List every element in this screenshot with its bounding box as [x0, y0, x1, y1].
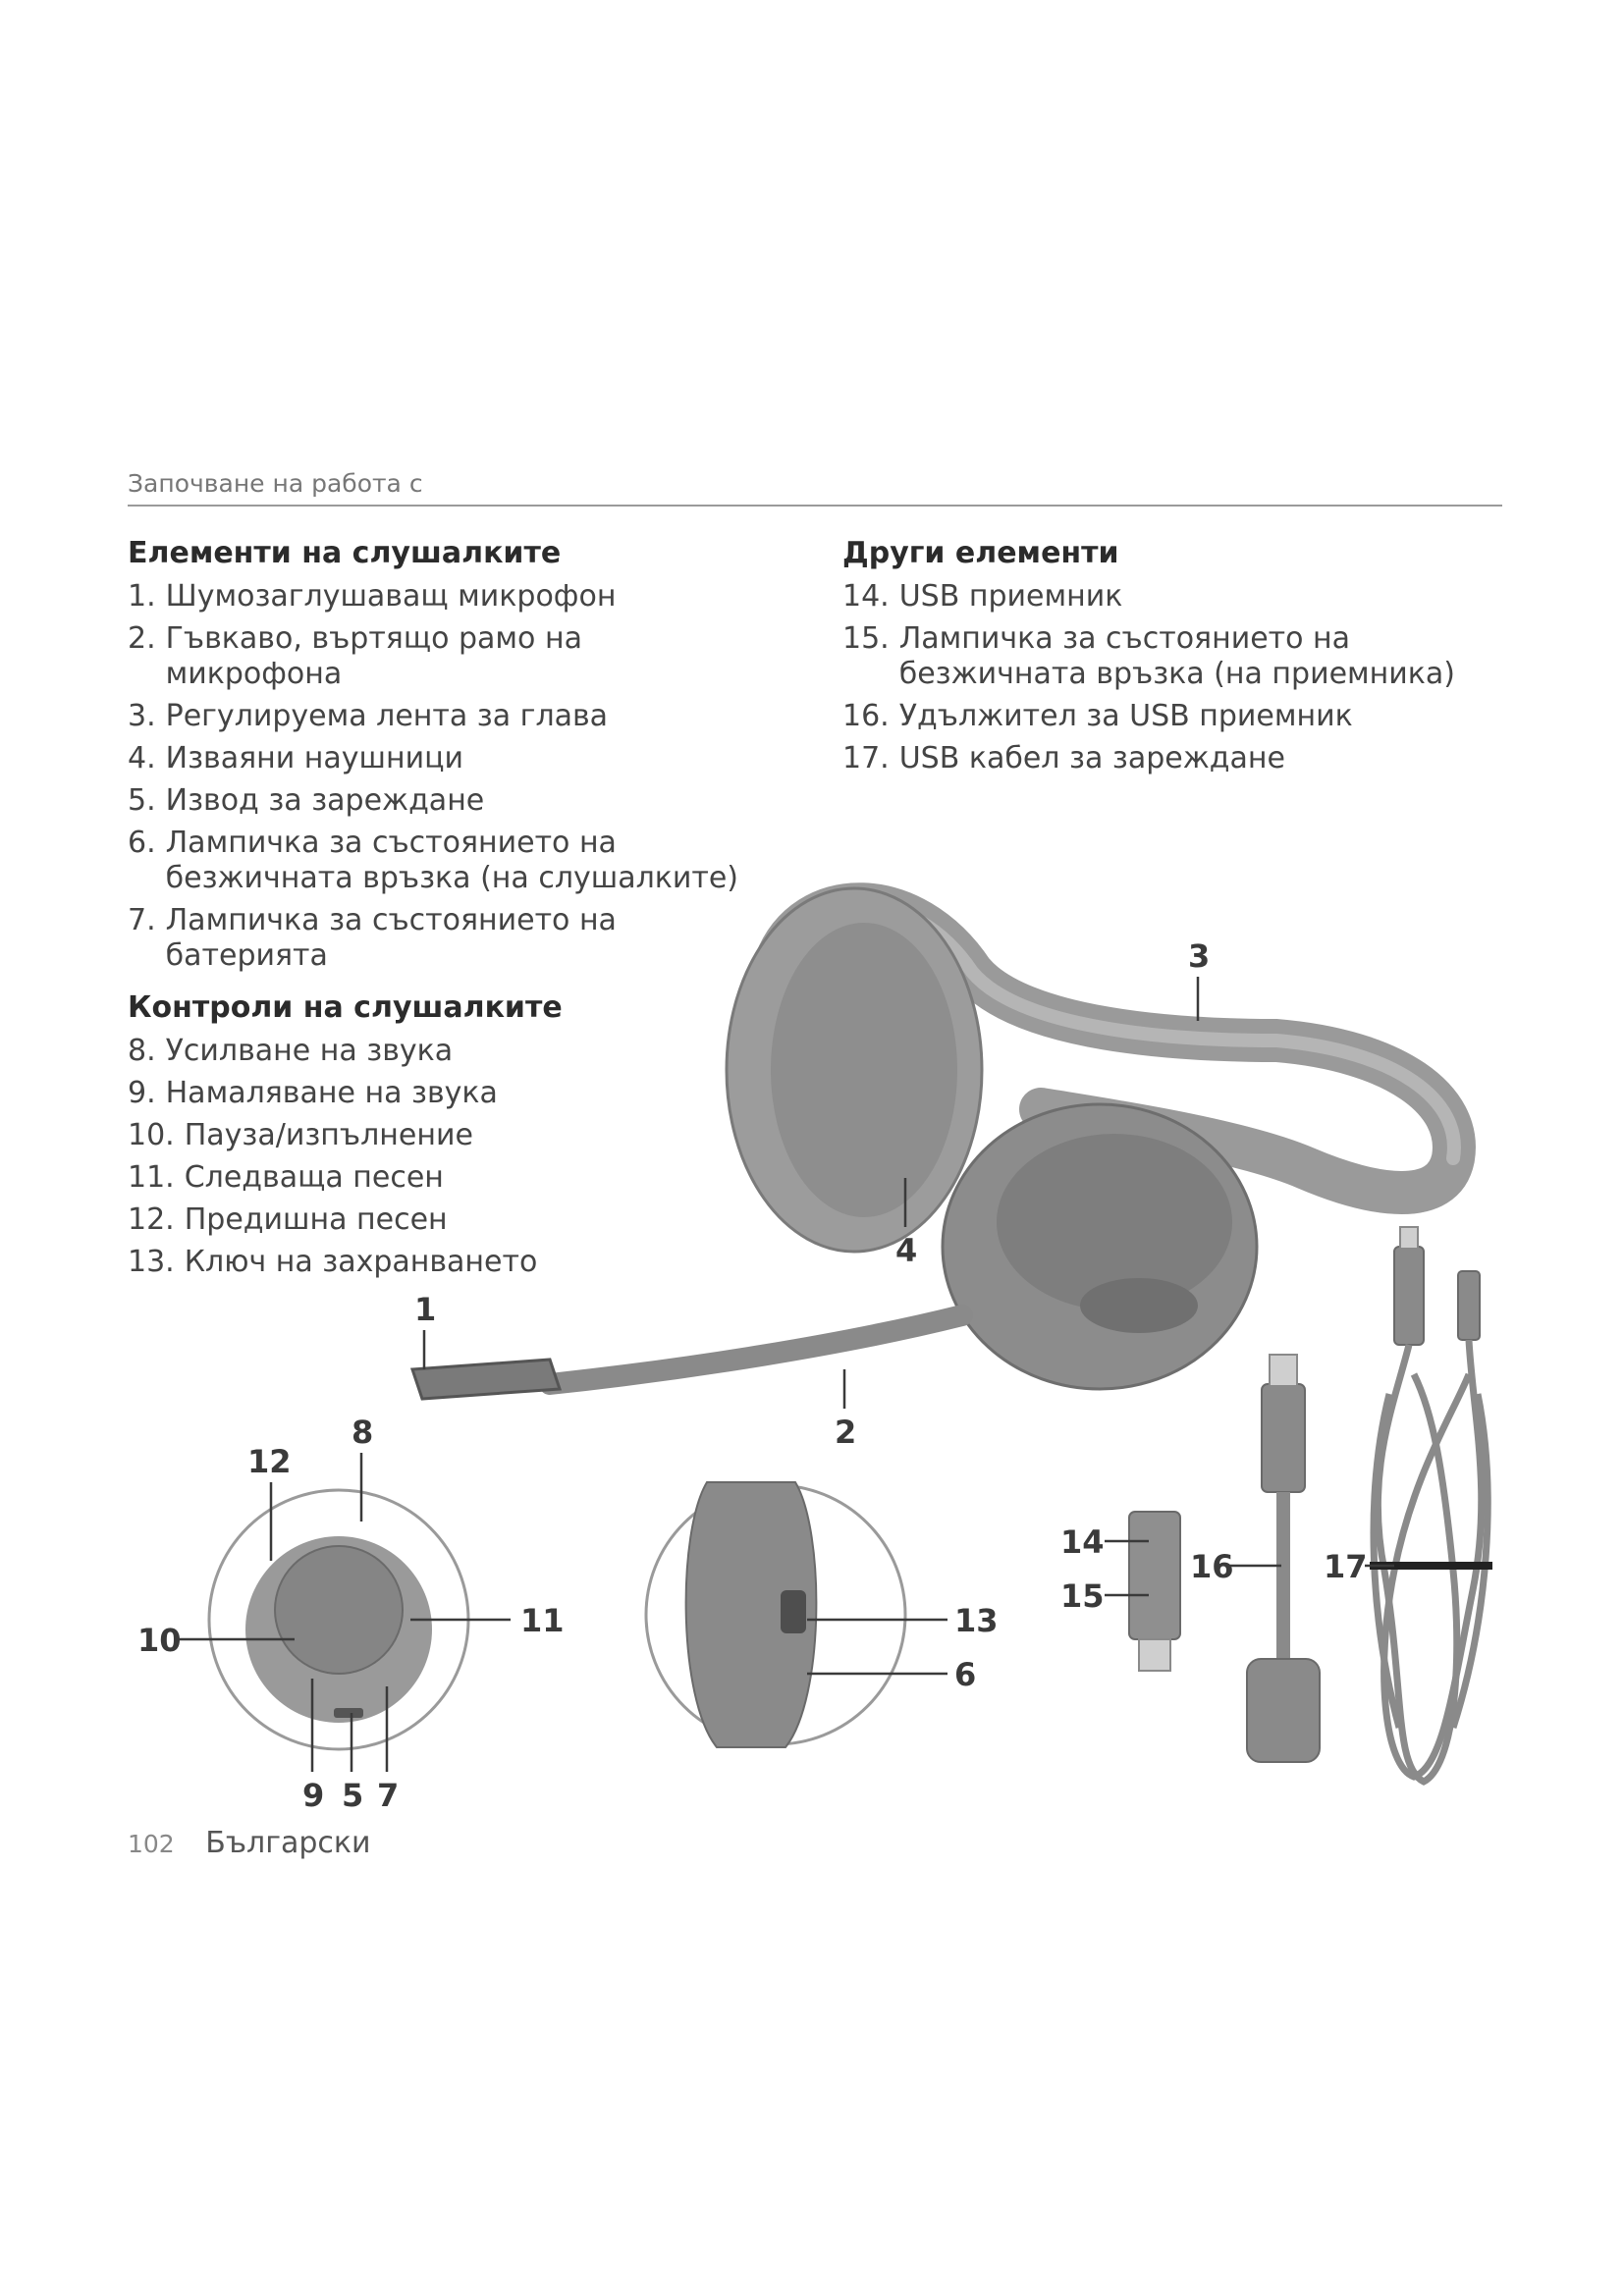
usb-receiver [1129, 1512, 1180, 1639]
item-number: 7. [128, 903, 156, 937]
item-number: 8. [128, 1034, 156, 1068]
callout-14: 14 [1060, 1523, 1105, 1561]
running-header: Започване на работа с [128, 469, 423, 498]
microphone-boom [550, 1315, 962, 1384]
page-number: 102 [128, 1830, 175, 1858]
item-number: 11. [128, 1160, 175, 1195]
headset-controls-title: Контроли на слушалките [128, 990, 563, 1025]
item-text: Пауза/изпълнение [184, 1118, 473, 1152]
callout-7: 7 [377, 1777, 400, 1814]
item-text: Усилване на звука [165, 1034, 454, 1068]
callout-12: 12 [247, 1443, 292, 1480]
charging-cable-mini-plug [1458, 1271, 1480, 1340]
power-switch [781, 1590, 806, 1633]
callout-2: 2 [835, 1414, 857, 1451]
callout-16: 16 [1190, 1548, 1234, 1585]
usb-extension-socket [1247, 1659, 1320, 1762]
footer-language: Български [205, 1826, 371, 1860]
item-number: 12. [128, 1202, 175, 1237]
item-number: 15. [842, 621, 890, 656]
item-number: 17. [842, 741, 890, 775]
charging-cable-plug [1394, 1247, 1424, 1345]
callout-5: 5 [342, 1777, 364, 1814]
item-number: 4. [128, 741, 156, 775]
item-text: Гъвкаво, въртящо рамо на микрофона [165, 621, 582, 691]
item-text: Шумозаглушаващ микрофон [165, 579, 617, 614]
charging-cable-coil [1374, 1340, 1488, 1782]
item-number: 16. [842, 699, 890, 733]
item-text: Намаляване на звука [165, 1076, 498, 1110]
item-text: Лампичка за състоянието на безжичната връзка (на приемника) [898, 621, 1455, 691]
item-number: 13. [128, 1245, 175, 1279]
callout-4: 4 [895, 1232, 918, 1269]
microphone [412, 1360, 560, 1399]
control-button-pad [275, 1546, 403, 1674]
item-number: 1. [128, 579, 156, 614]
callout-6: 6 [954, 1656, 977, 1693]
callout-13: 13 [954, 1602, 999, 1639]
charging-port [334, 1708, 363, 1718]
callout-10: 10 [137, 1622, 182, 1659]
item-text: Извод за зареждане [165, 783, 485, 818]
item-text: Лампичка за състоянието на батерията [165, 903, 617, 973]
item-number: 10. [128, 1118, 175, 1152]
page-footer [128, 1826, 371, 1860]
callout-9: 9 [302, 1777, 325, 1814]
callout-11: 11 [520, 1602, 565, 1639]
item-text: Следваща песен [184, 1160, 444, 1195]
item-text: Изваяни наушници [165, 741, 464, 775]
item-number: 3. [128, 699, 156, 733]
other-elements-title: Други елементи [842, 536, 1119, 570]
item-text: USB приемник [898, 579, 1123, 614]
callout-1: 1 [414, 1291, 437, 1328]
headset-elements-title: Елементи на слушалките [128, 536, 562, 570]
callout-8: 8 [352, 1414, 374, 1451]
item-text: Лампичка за състоянието на безжичната връзка (на слушалките) [165, 826, 739, 895]
callout-15: 15 [1060, 1577, 1105, 1615]
item-number: 2. [128, 621, 156, 656]
usb-extension-plug [1262, 1384, 1305, 1492]
item-text: Ключ на захранването [184, 1245, 538, 1279]
item-text: Регулируема лента за глава [165, 699, 609, 733]
item-text: Удължител за USB приемник [898, 699, 1353, 733]
item-text: Предишна песен [184, 1202, 448, 1237]
item-number: 14. [842, 579, 890, 614]
item-number: 5. [128, 783, 156, 818]
callout-3: 3 [1188, 937, 1211, 975]
callout-17: 17 [1324, 1548, 1368, 1585]
item-number: 6. [128, 826, 156, 860]
item-number: 9. [128, 1076, 156, 1110]
item-text: USB кабел за зареждане [898, 741, 1285, 775]
